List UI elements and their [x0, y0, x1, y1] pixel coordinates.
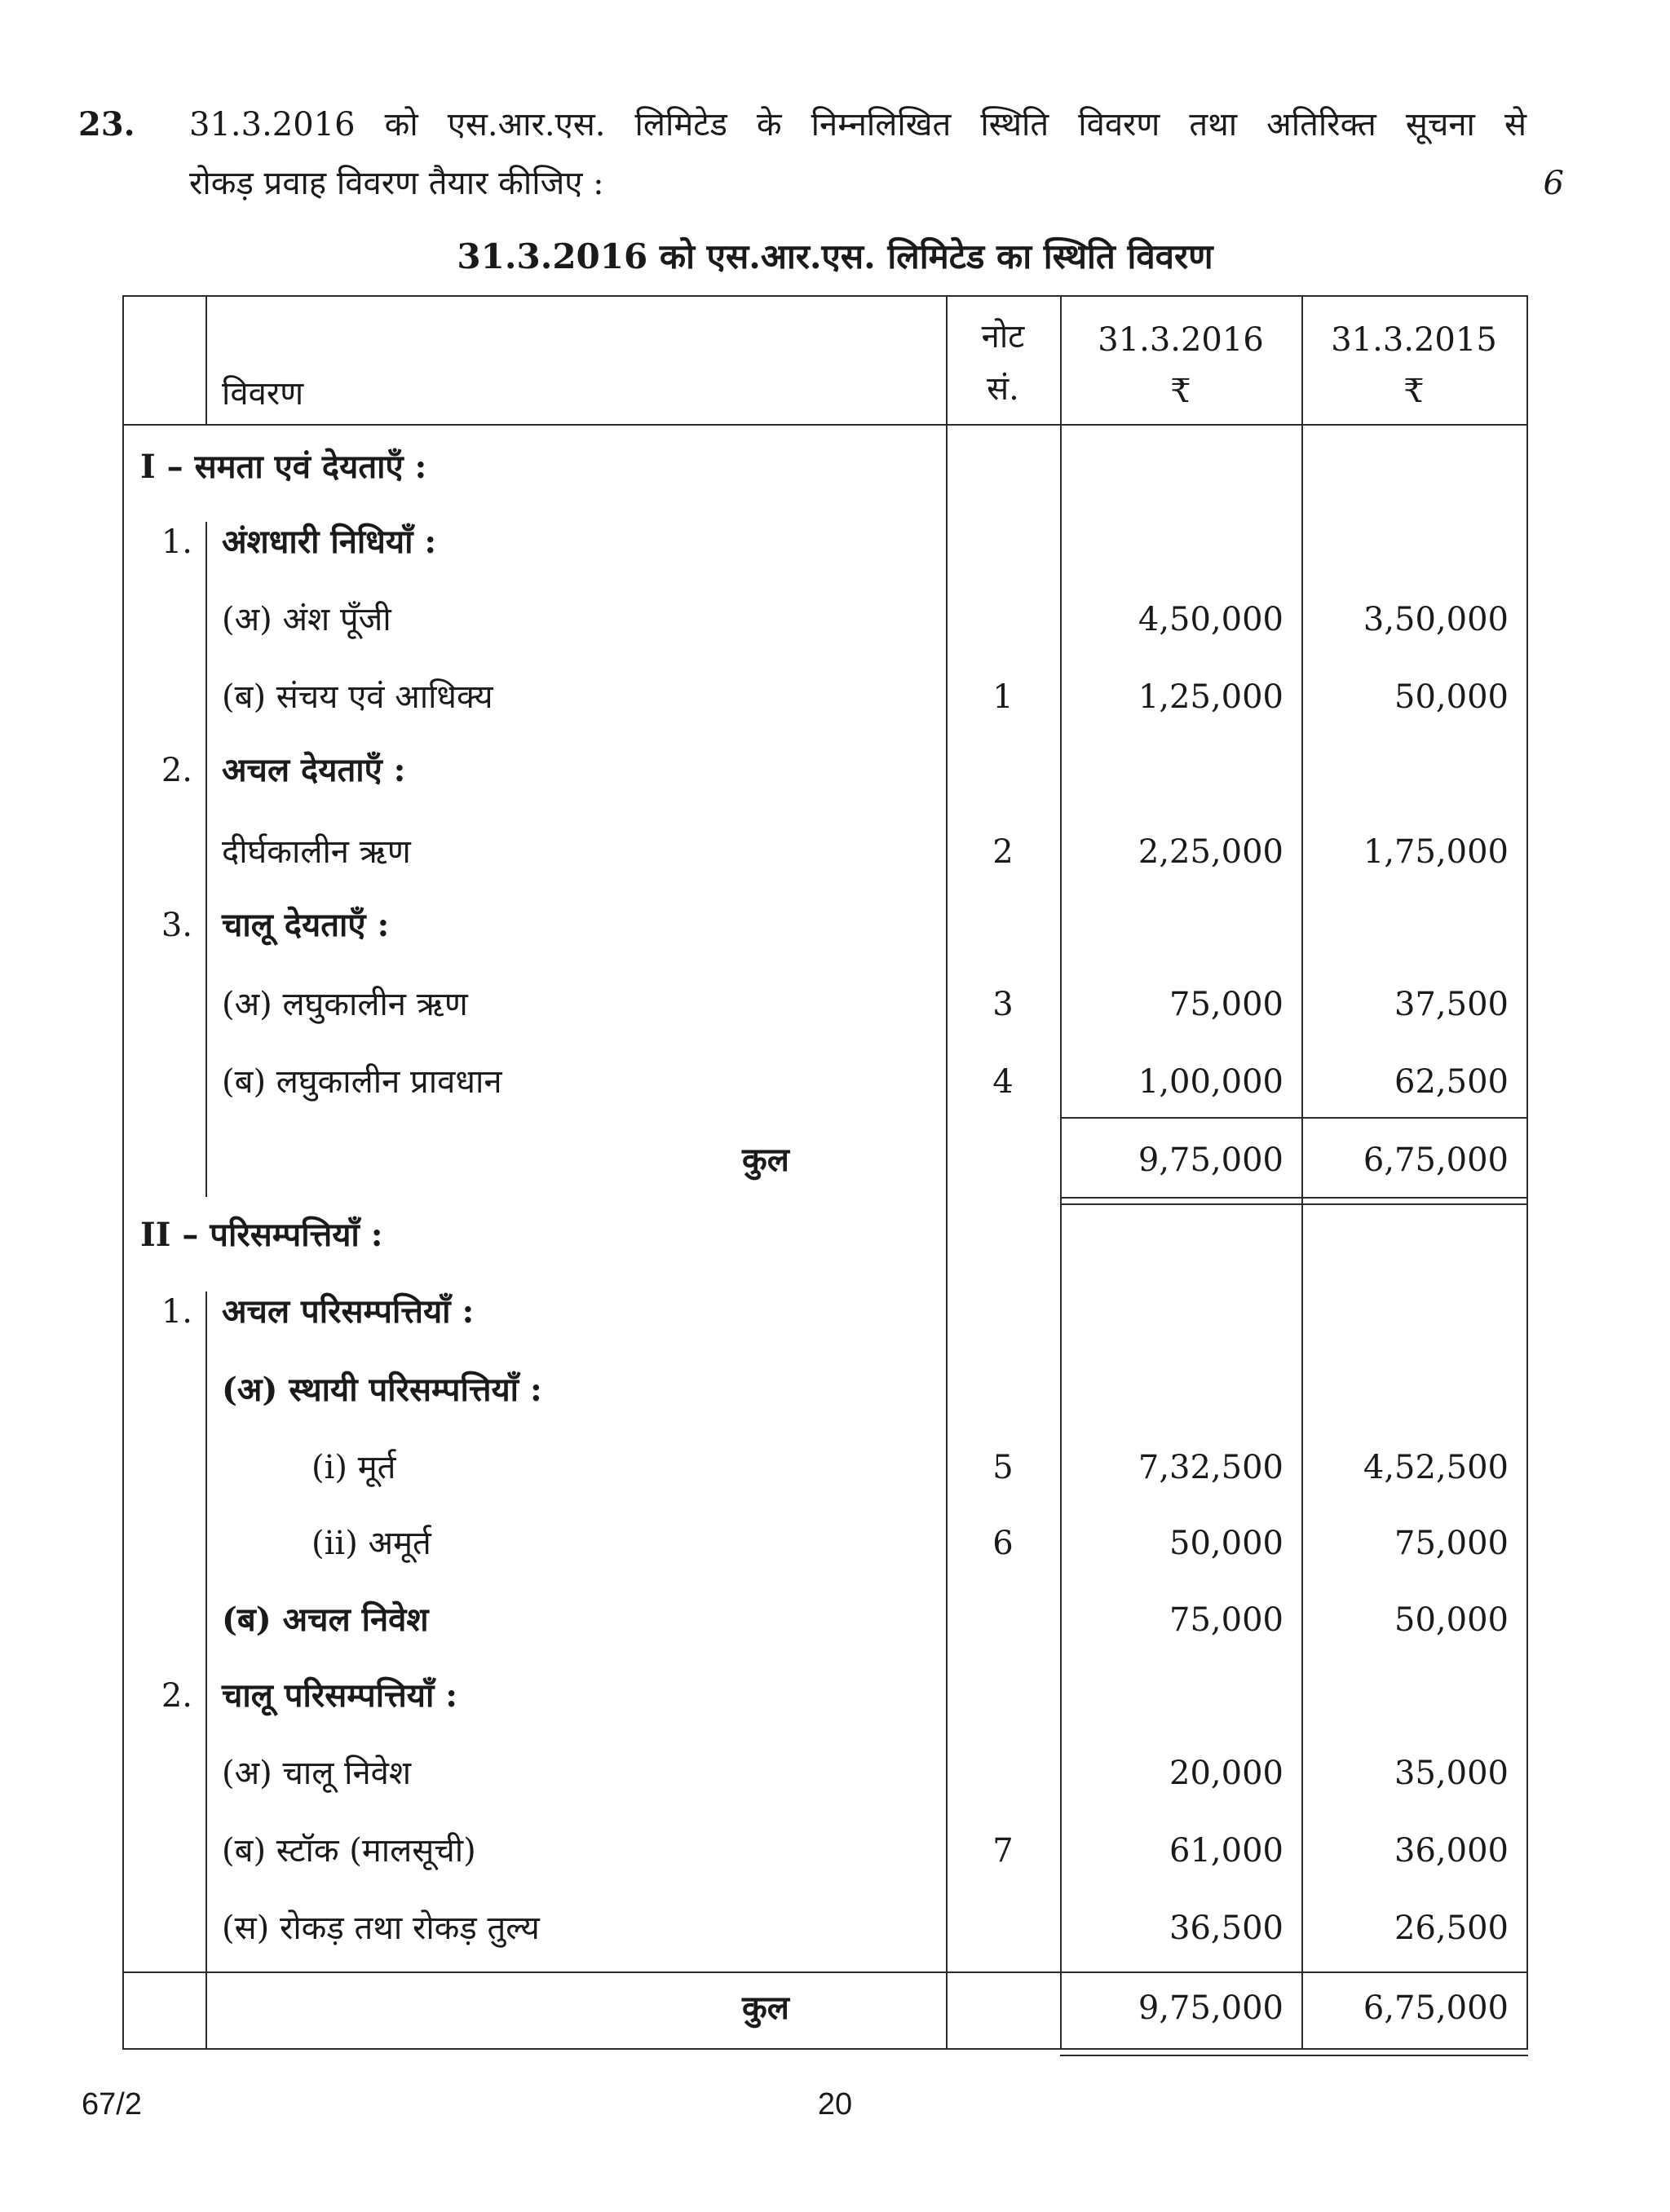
total2-double-rule-a: [1060, 2048, 1528, 2050]
row-label: अचल देयताएँ :: [222, 751, 406, 789]
row-value-2016: 75,000: [1169, 1601, 1283, 1639]
total2-top-rule: [122, 1971, 1528, 1973]
header-particulars: विवरण: [222, 375, 304, 413]
row-label: (अ) अंश पूँजी: [222, 601, 391, 638]
row-value-2015: 26,500: [1394, 1910, 1509, 1947]
row-note: 6: [992, 1525, 1014, 1562]
row-label: दीर्घकालीन ऋण: [222, 833, 411, 871]
row-value-2016: 75,000: [1169, 986, 1283, 1023]
header-currency-2016: ₹: [1170, 373, 1191, 410]
row-number: 2.: [161, 752, 192, 789]
col1-rule-header: [205, 295, 207, 424]
header-note-line2: सं.: [987, 370, 1019, 408]
total1-double-rule-a: [1060, 1197, 1528, 1199]
header-year-2016: 31.3.2016: [1098, 321, 1264, 359]
col1-rule-part2: [205, 1291, 207, 2048]
row-value-2016: 9,75,000: [1138, 1141, 1283, 1179]
row-note: 1: [992, 678, 1014, 716]
row-value-2015: 62,500: [1394, 1063, 1509, 1101]
row-number: 1.: [161, 1293, 192, 1331]
row-value-2015: 50,000: [1394, 1601, 1509, 1639]
row-value-2016: 2,25,000: [1138, 833, 1283, 871]
row-value-2015: 36,000: [1394, 1832, 1509, 1870]
row-value-2016: 7,32,500: [1138, 1449, 1283, 1486]
row-label: (स) रोकड़ तथा रोकड़ तुल्य: [222, 1910, 540, 1947]
table-right-border: [1526, 295, 1528, 2048]
question-text-line-1: 31.3.2016 को एस.आर.एस. लिमिटेड के निम्नलिखित स्थिति विवरण तथा अतिरिक्त सूचना से: [189, 106, 1526, 143]
row-label: कुल: [742, 1989, 789, 2027]
table-top-border: [122, 295, 1528, 297]
row-note: 7: [992, 1832, 1014, 1870]
row-label: II – परिसम्पत्तियाँ :: [140, 1216, 383, 1254]
table-left-border: [122, 295, 124, 2048]
row-value-2015: 6,75,000: [1363, 1989, 1509, 2027]
row-number: 3.: [161, 907, 192, 944]
row-note: 4: [992, 1063, 1014, 1101]
question-marks: 6: [1543, 165, 1564, 202]
total1-top-rule: [1060, 1117, 1528, 1119]
row-label: (ब) लघुकालीन प्रावधान: [222, 1063, 502, 1101]
row-value-2015: 75,000: [1394, 1525, 1509, 1562]
row-label: अचल परिसम्पत्तियाँ :: [222, 1292, 475, 1331]
question-number: 23.: [78, 105, 135, 143]
header-year-2015: 31.3.2015: [1331, 321, 1497, 359]
row-label: (अ) चालू निवेश: [222, 1755, 412, 1792]
total1-double-rule-b: [1060, 1203, 1528, 1205]
row-value-2016: 4,50,000: [1138, 601, 1283, 638]
row-label: (i) मूर्त: [311, 1449, 396, 1486]
row-value-2015: 6,75,000: [1363, 1141, 1509, 1179]
row-value-2016: 1,00,000: [1138, 1063, 1283, 1101]
header-note-line1: नोट: [981, 318, 1025, 355]
row-label: (अ) स्थायी परिसम्पत्तियाँ :: [222, 1371, 542, 1409]
table-bottom-border: [122, 2048, 1060, 2050]
row-label: (अ) लघुकालीन ऋण: [222, 986, 468, 1023]
row-value-2015: 4,52,500: [1363, 1449, 1509, 1486]
row-value-2016: 20,000: [1169, 1755, 1283, 1792]
row-label: चालू परिसम्पत्तियाँ :: [222, 1676, 458, 1715]
row-label: (ब) संचय एवं आधिक्य: [222, 678, 493, 716]
row-value-2015: 1,75,000: [1363, 833, 1509, 871]
row-value-2016: 50,000: [1169, 1525, 1283, 1562]
row-label: (ब) स्टॉक (मालसूची): [222, 1832, 476, 1870]
row-value-2015: 35,000: [1394, 1755, 1509, 1792]
row-label: कुल: [742, 1141, 789, 1179]
page-number: 20: [817, 2087, 853, 2121]
row-label: अंशधारी निधियाँ :: [222, 523, 437, 561]
row-value-2016: 9,75,000: [1138, 1989, 1283, 2027]
row-value-2015: 37,500: [1394, 986, 1509, 1023]
row-label: चालू देयताएँ :: [222, 906, 390, 944]
row-label: I – समता एवं देयताएँ :: [140, 448, 427, 486]
row-note: 2: [992, 833, 1014, 871]
row-note: 3: [992, 986, 1014, 1023]
col2-rule: [946, 295, 948, 2048]
row-value-2015: 50,000: [1394, 678, 1509, 716]
header-bottom-border: [122, 424, 1528, 426]
row-number: 2.: [161, 1677, 192, 1715]
footer-code: 67/2: [82, 2087, 142, 2121]
col1-rule-part1: [205, 522, 207, 1197]
header-currency-2015: ₹: [1403, 373, 1425, 410]
row-value-2015: 3,50,000: [1363, 601, 1509, 638]
row-value-2016: 61,000: [1169, 1832, 1283, 1870]
question-text-line-2: रोकड़ प्रवाह विवरण तैयार कीजिए :: [189, 165, 604, 202]
row-note: 5: [992, 1449, 1014, 1486]
row-number: 1.: [161, 523, 192, 561]
row-value-2016: 1,25,000: [1138, 678, 1283, 716]
row-value-2016: 36,500: [1169, 1910, 1283, 1947]
row-label: (ब) अचल निवेश: [222, 1600, 429, 1639]
total2-double-rule-b: [1060, 2055, 1528, 2056]
table-title: 31.3.2016 को एस.आर.एस. लिमिटेड का स्थिति विवरण: [457, 236, 1213, 276]
row-label: (ii) अमूर्त: [311, 1525, 431, 1562]
